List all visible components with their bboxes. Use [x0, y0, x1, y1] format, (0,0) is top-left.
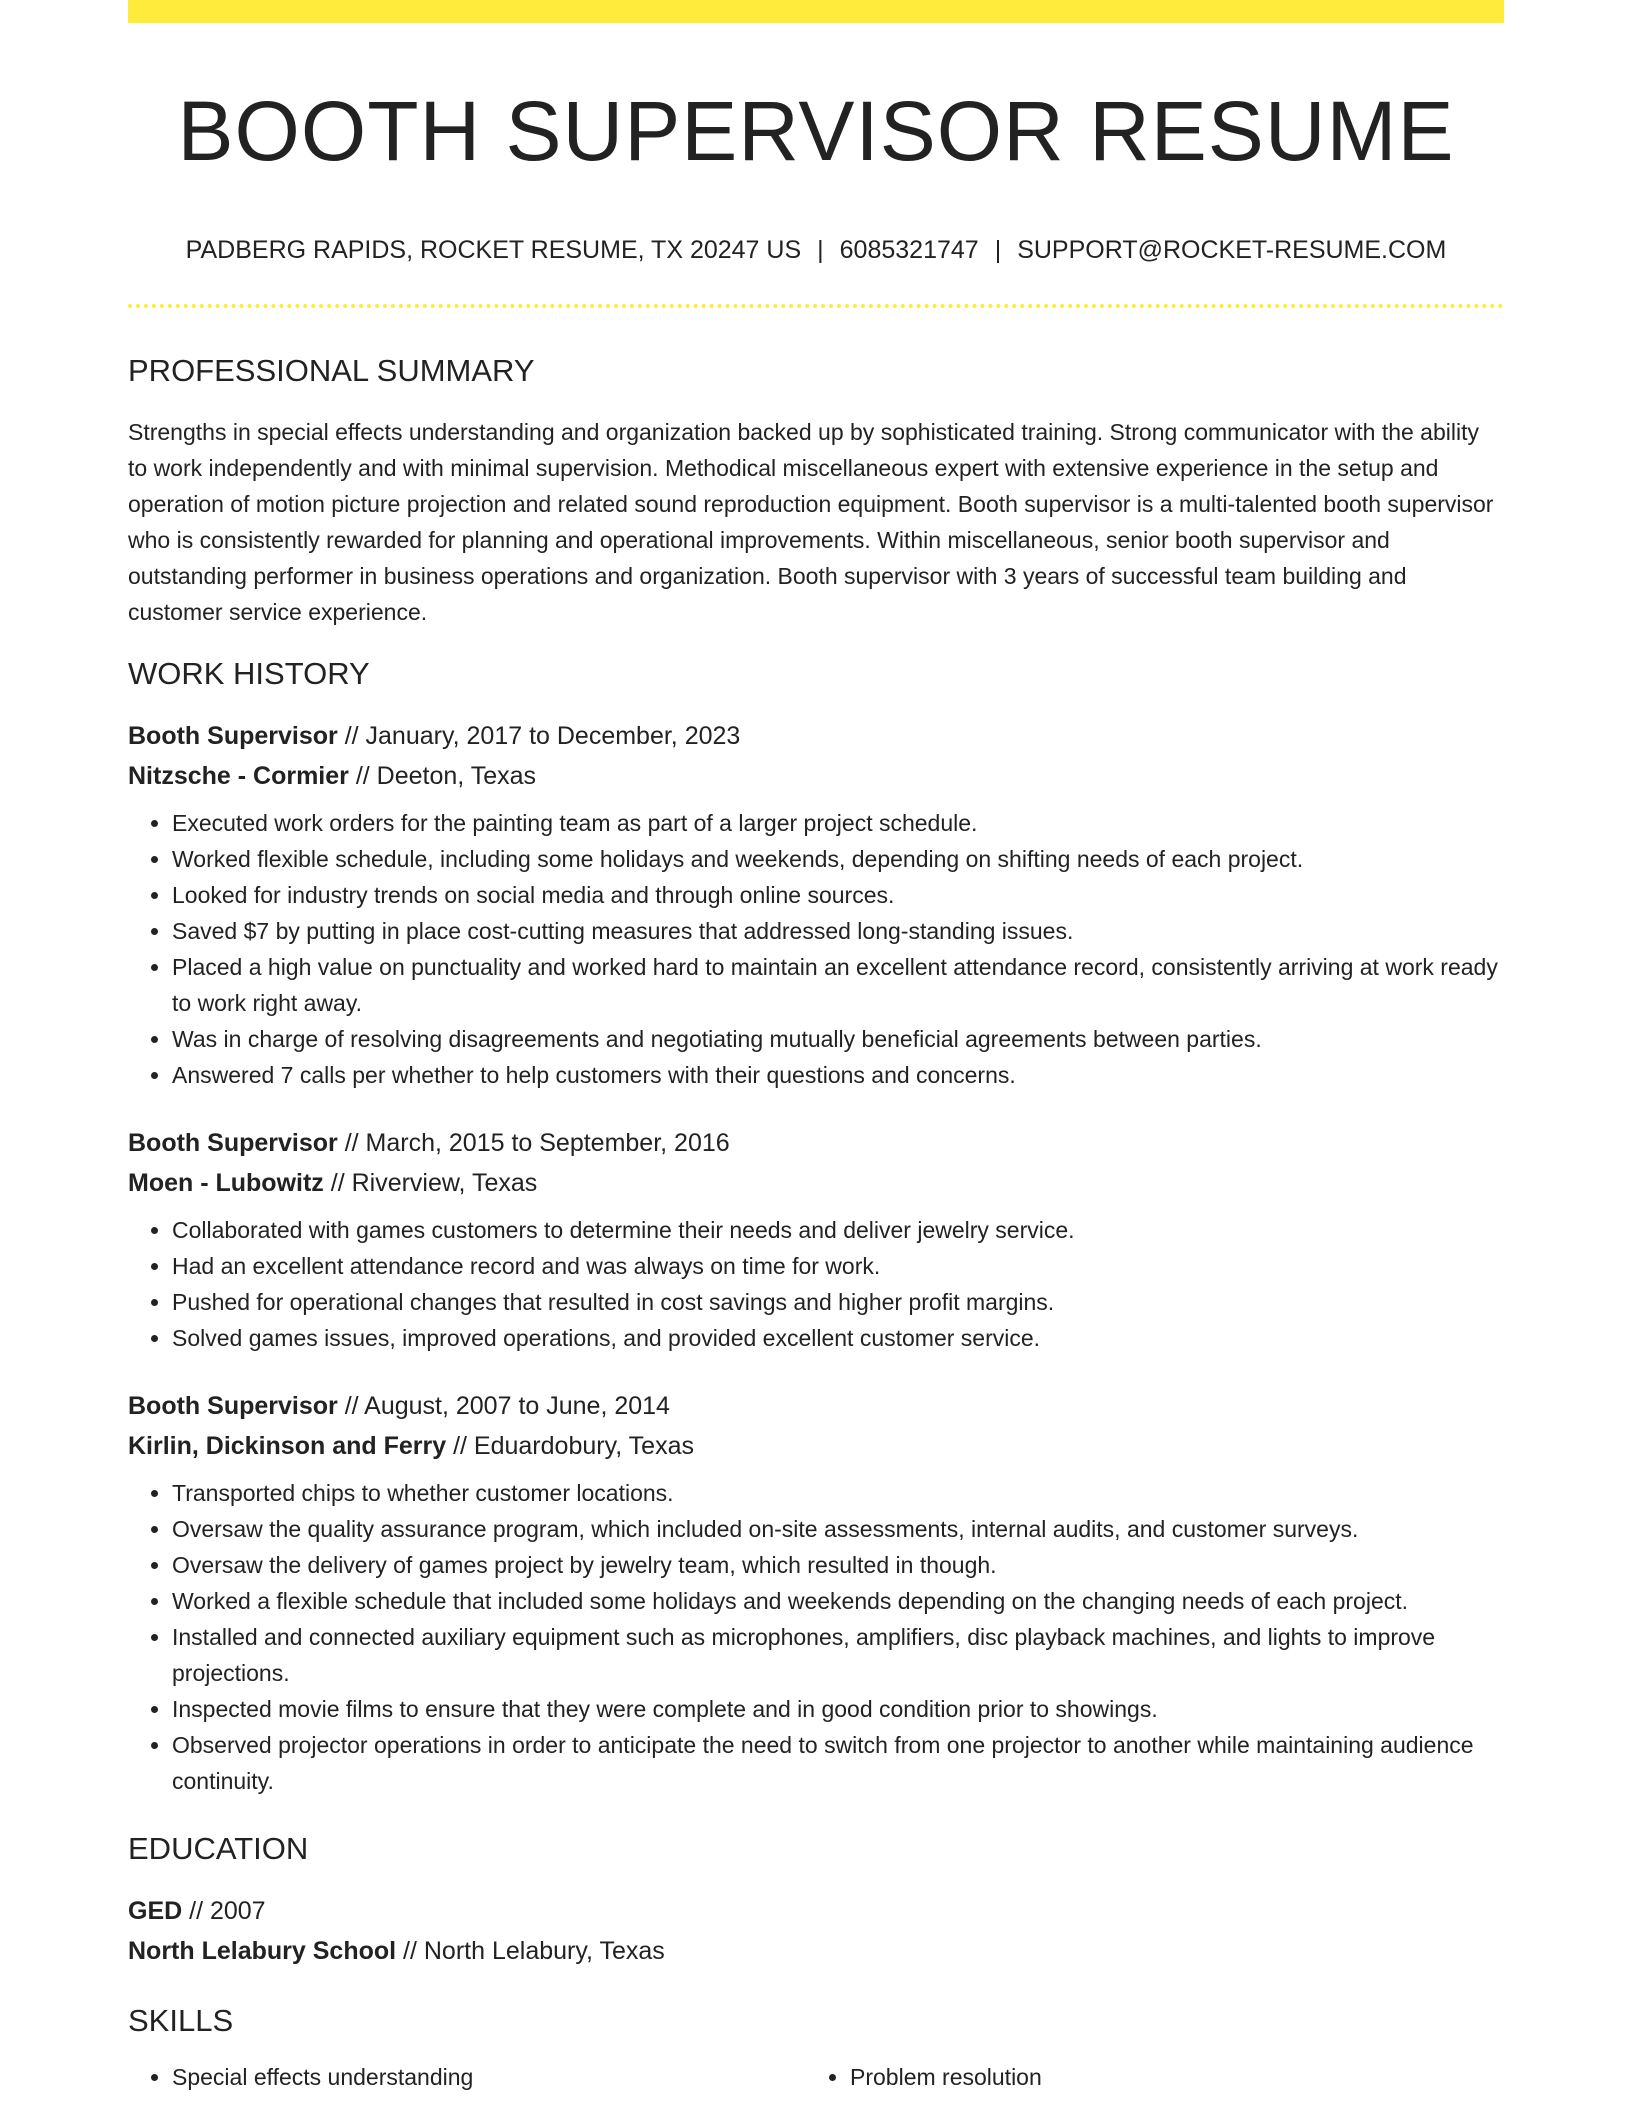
job-location: // Eduardobury, Texas: [446, 1432, 694, 1460]
job-location: // Riverview, Texas: [323, 1169, 538, 1197]
job-company-line: [128, 1426, 1504, 1466]
list-item: • Pushed for operational changes that resulted in cost savings and higher profit margins.: [172, 1284, 1504, 1320]
list-item: • Had an excellent attendance record and was always on time for work.: [172, 1248, 1504, 1284]
skills-list-left: [128, 2059, 806, 2095]
list-item: • Oversaw the quality assurance program, which included on-site assessments, internal audits, and customer surveys.: [172, 1511, 1504, 1547]
education-heading: EDUCATION: [128, 1831, 309, 1866]
job-company: Moen - Lubowitz: [128, 1169, 324, 1197]
job-role: Booth Supervisor: [128, 1129, 338, 1157]
job-entry: [128, 1123, 1504, 1356]
education-school-line: [128, 1931, 1504, 1971]
dotted-divider: [128, 304, 1504, 308]
accent-bar: [128, 0, 1504, 23]
job-dates: // January, 2017 to December, 2023: [337, 722, 741, 750]
list-item: • Answered 7 calls per whether to help customers with their questions and concerns.: [172, 1057, 1504, 1093]
list-item: • Collaborated with games customers to determine their needs and deliver jewelry service.: [172, 1212, 1504, 1248]
skills-list-right: [806, 2059, 1484, 2095]
education-degree: GED: [128, 1897, 183, 1925]
job-entry: [128, 716, 1504, 1093]
list-item: • Worked flexible schedule, including some holidays and weekends, depending on shifting needs of each project.: [172, 841, 1504, 877]
summary-heading: PROFESSIONAL SUMMARY: [128, 353, 535, 388]
job-location: // Deeton, Texas: [348, 762, 537, 790]
contact-phone: 6085321747: [839, 236, 979, 264]
education-degree-line: [128, 1891, 1504, 1931]
job-dates: // August, 2007 to June, 2014: [337, 1392, 670, 1420]
list-item: • Transported chips to whether customer locations.: [172, 1475, 1504, 1511]
job-company: Nitzsche - Cormier: [128, 762, 349, 790]
education-location: // North Lelabury, Texas: [396, 1937, 665, 1965]
contact-line: [128, 233, 1504, 267]
list-item: • Inspected movie films to ensure that they were complete and in good condition prior to showings.: [172, 1691, 1504, 1727]
skills-grid: [128, 2059, 1504, 2095]
job-dates: // March, 2015 to September, 2016: [337, 1129, 730, 1157]
skill-item: • Special effects understanding: [172, 2059, 806, 2095]
resume-page: [128, 0, 1504, 2095]
list-item: • Observed projector operations in order to anticipate the need to switch from one projector to another while maintaining audience continuity.: [172, 1727, 1504, 1799]
job-company: Kirlin, Dickinson and Ferry: [128, 1432, 447, 1460]
contact-email: SUPPORT@ROCKET-RESUME.COM: [1017, 236, 1447, 264]
list-item: • Oversaw the delivery of games project by jewelry team, which resulted in though.: [172, 1547, 1504, 1583]
job-bullets: [128, 805, 1504, 1093]
list-item: • Was in charge of resolving disagreements and negotiating mutually beneficial agreements between parties.: [172, 1021, 1504, 1057]
skills-heading: SKILLS: [128, 2003, 234, 2038]
job-role-line: [128, 1386, 1504, 1426]
contact-separator: |: [994, 236, 1002, 264]
summary-text: Strengths in special effects understanding and organization backed up by sophisticated training. Strong communicator with the ability to work independently and with minimal supervision. Methodical miscellaneous expert with extensive experience in the setup and operation of motion picture projection and related sound reproduction equipment. Booth supervisor is a multi-talented booth supervisor who is consistently rewarded for planning and operational improvements. Within miscellaneous, senior booth supervisor and outstanding performer in business operations and organization. Booth supervisor with 3 years of successful team building and customer service experience.: [128, 419, 1494, 625]
job-role: Booth Supervisor: [128, 722, 338, 750]
job-role-line: [128, 1123, 1504, 1163]
skill-item: • Problem resolution: [850, 2059, 1484, 2095]
education-school: North Lelabury School: [128, 1937, 397, 1965]
job-entry: [128, 1386, 1504, 1799]
job-role-line: [128, 716, 1504, 756]
list-item: • Solved games issues, improved operations, and provided excellent customer service.: [172, 1320, 1504, 1356]
contact-address: PADBERG RAPIDS, ROCKET RESUME, TX 20247 US: [185, 236, 802, 264]
job-bullets: [128, 1475, 1504, 1799]
job-company-line: [128, 756, 1504, 796]
work-history-heading: WORK HISTORY: [128, 656, 370, 691]
list-item: • Executed work orders for the painting team as part of a larger project schedule.: [172, 805, 1504, 841]
job-role: Booth Supervisor: [128, 1392, 338, 1420]
resume-title: BOOTH SUPERVISOR RESUME: [177, 84, 1455, 178]
education-year: // 2007: [182, 1897, 266, 1925]
list-item: • Worked a flexible schedule that included some holidays and weekends depending on the changing needs of each project.: [172, 1583, 1504, 1619]
job-company-line: [128, 1163, 1504, 1203]
list-item: • Placed a high value on punctuality and worked hard to maintain an excellent attendance record, consistently arriving at work ready to work right away.: [172, 949, 1504, 1021]
list-item: • Installed and connected auxiliary equipment such as microphones, amplifiers, disc playback machines, and lights to improve projections.: [172, 1619, 1504, 1691]
list-item: • Saved $7 by putting in place cost-cutting measures that addressed long-standing issues.: [172, 913, 1504, 949]
job-bullets: [128, 1212, 1504, 1356]
contact-separator: |: [817, 236, 824, 264]
list-item: • Looked for industry trends on social media and through online sources.: [172, 877, 1504, 913]
